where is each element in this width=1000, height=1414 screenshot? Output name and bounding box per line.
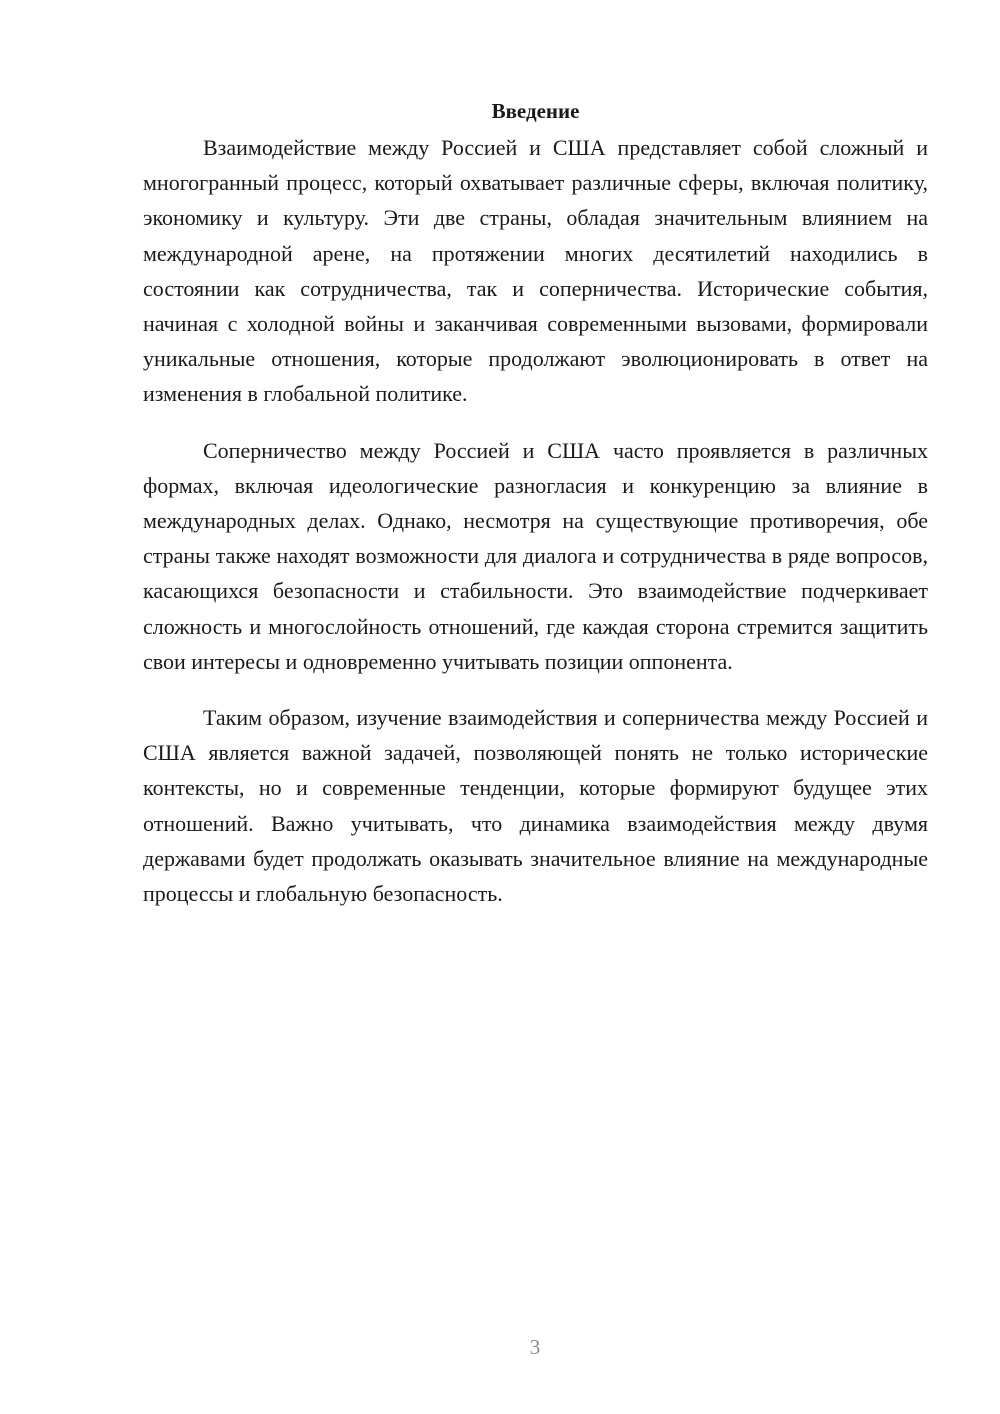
paragraph-1: Взаимодействие между Россией и США представляет собой сложный и многогранный процесс, который охватывает различные сферы, включая политику, экономику и культуру. Эти две страны, обладая значительным влиянием на международной арене, на протяжении многих десятилетий находились в состоянии как сотрудничества, так и соперничества. Исторические события, начиная с холодной войны и заканчивая современными вызовами, формировали уникальные отношения, которые продолжают эволюционировать в ответ на изменения в глобальной политике. <box>143 135 928 407</box>
page-content <box>143 96 928 932</box>
paragraph-3: Таким образом, изучение взаимодействия и соперничества между Россией и США является важной задачей, позволяющей понять не только исторические контексты, но и современные тенденции, которые формируют будущее этих отношений. Важно учитывать, что динамика взаимодействия между двумя державами будет продолжать оказывать значительное влияние на международные процессы и глобальную безопасность. <box>143 705 928 907</box>
paragraph-2: Соперничество между Россией и США часто проявляется в различных формах, включая идеологические разногласия и конкуренцию за влияние в международных делах. Однако, несмотря на существующие противоречия, обе страны также находят возможности для диалога и сотрудничества в ряде вопросов, касающихся безопасности и стабильности. Это взаимодействие подчеркивает сложность и многослойность отношений, где каждая сторона стремится защитить свои интересы и одновременно учитывать позиции оппонента. <box>143 437 928 674</box>
page-number: 3 <box>529 1335 541 1359</box>
section-heading: Введение <box>491 99 580 123</box>
